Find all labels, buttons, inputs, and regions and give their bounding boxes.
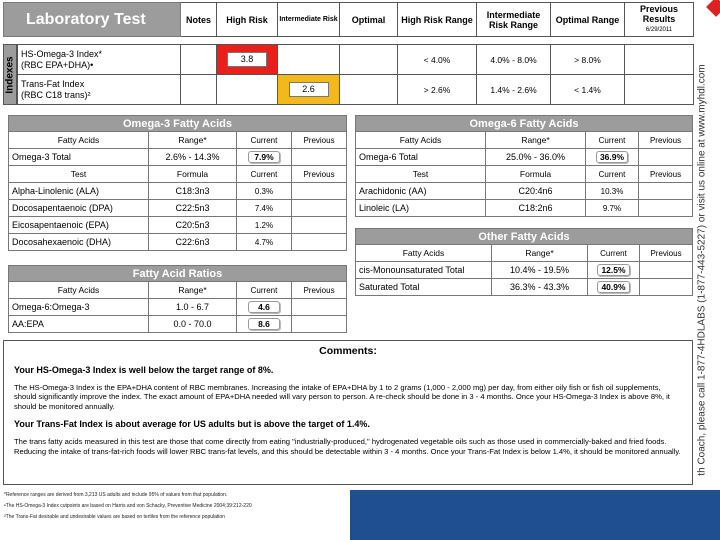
ratios-table [8, 265, 347, 333]
vertical-contact-text: th Coach, please call 1-877-4HDLABS (1-877-443-5227) or visit us online at www.myhdl.com [696, 64, 708, 476]
footnote-reference-ranges: *Reference ranges are derived from 3,213 US adults and include 95% of values from that population. [4, 492, 228, 498]
col-current: Current [237, 282, 292, 299]
col-current: Current [588, 245, 640, 262]
col-optimal-range: Optimal Range [551, 3, 625, 37]
omega3-total-current: 7.9% [248, 151, 280, 163]
col-current: Current [586, 132, 639, 149]
current-value: 40.9% [597, 281, 629, 293]
table-row [9, 299, 347, 316]
other-table [355, 228, 693, 296]
index-subname: (RBC EPA+DHA)• [21, 59, 94, 70]
omega6-table [355, 115, 693, 217]
table-row [356, 183, 693, 200]
current-value: 4.7% [237, 234, 292, 251]
index-name: Trans-Fat Index [21, 78, 85, 89]
previous-cell [639, 183, 693, 200]
col-fatty-acids: Fatty Acids [9, 282, 149, 299]
col-optimal: Optimal [340, 3, 398, 37]
index-name: HS-Omega-3 Index* [21, 48, 103, 59]
optimal-cell [340, 45, 398, 75]
col-previous: Previous [292, 282, 347, 299]
footer-blue-bar [350, 490, 720, 540]
previous-cell [292, 299, 347, 316]
omega3-total-range: 2.6% - 14.3% [149, 149, 237, 166]
table-row [9, 149, 347, 166]
notes-cell [181, 45, 217, 75]
table-row [9, 316, 347, 333]
col-previous: Previous [292, 132, 347, 149]
col-previous: Previous [640, 245, 693, 262]
col-fatty-acids: Fatty Acids [356, 245, 492, 262]
high-risk-cell [217, 45, 278, 75]
col-notes: Notes [181, 3, 217, 37]
page-title: Laboratory Test [4, 3, 181, 37]
col-test: Test [356, 166, 486, 183]
current-value: 8.6 [248, 318, 280, 330]
footnote-omega3-cutpoints: •The HS-Omega-3 Index cutpoints are based on Harris and von Schacky, Preventive Medicine 2004;39:212-220 [4, 503, 252, 509]
previous-cell [640, 279, 693, 296]
red-diamond-icon [706, 0, 720, 17]
ratio-name: AA:EPA [9, 316, 149, 333]
test-name: Arachidonic (AA) [356, 183, 486, 200]
omega6-title: Omega-6 Fatty Acids [356, 116, 693, 132]
col-range: Range* [486, 132, 586, 149]
table-row [9, 183, 347, 200]
ratios-title: Fatty Acid Ratios [9, 266, 347, 282]
intermediate-range: 4.0% - 8.0% [477, 45, 551, 75]
comment-text-omega3: The HS-Omega-3 Index is the EPA+DHA content of RBC membranes. Increasing the intake of EPA+DHA by 1 to 2 grams (1,000 - 2,000 mg) per day, from either oily fish or fish oil supplements, should significantly improve the index. The exact amount of EPA+DHA needed will vary person to person. A re-check should be done in 3 - 4 months. Once your HS-Omega-3 Index is above 8%, it should be monitored annually. [14, 383, 670, 411]
omega3-table [8, 115, 347, 251]
index-subname: (RBC C18 trans)² [21, 89, 91, 100]
notes-cell [181, 75, 217, 105]
optimal-range: > 8.0% [551, 45, 625, 75]
current-value: 7.4% [237, 200, 292, 217]
index-label [18, 75, 181, 105]
previous-cell [292, 149, 347, 166]
table-row [356, 262, 693, 279]
omega3-title: Omega-3 Fatty Acids [9, 116, 347, 132]
table-row [18, 75, 694, 105]
col-high-risk-range: High Risk Range [398, 3, 477, 37]
test-name: Linoleic (LA) [356, 200, 486, 217]
current-value: 1.2% [237, 217, 292, 234]
col-range: Range* [149, 282, 237, 299]
col-formula: Formula [486, 166, 586, 183]
previous-cell [640, 262, 693, 279]
index-label [18, 45, 181, 75]
high-risk-value: 3.8 [227, 52, 267, 67]
previous-results-date: 6/29/2011 [645, 27, 673, 33]
high-risk-range: < 4.0% [398, 45, 477, 75]
current-value: 9.7% [586, 200, 639, 217]
col-formula: Formula [149, 166, 237, 183]
fatty-acid-name: Saturated Total [356, 279, 492, 296]
range-value: 10.4% - 19.5% [492, 262, 588, 279]
footnotes [0, 488, 350, 540]
table-row [9, 217, 347, 234]
col-range: Range* [149, 132, 237, 149]
table-row [9, 200, 347, 217]
test-name: Docosahexaenoic (DHA) [9, 234, 149, 251]
range-value: 1.0 - 6.7 [149, 299, 237, 316]
high-risk-range: > 2.6% [398, 75, 477, 105]
intermediate-cell [278, 75, 340, 105]
intermediate-value: 2.6 [289, 82, 329, 97]
table-row [356, 149, 693, 166]
col-previous: Previous [639, 132, 693, 149]
header-table [3, 2, 694, 37]
comments-box [3, 340, 693, 485]
omega6-total-range: 25.0% - 36.0% [486, 149, 586, 166]
high-risk-cell [217, 75, 278, 105]
previous-cell [639, 200, 693, 217]
formula: C22:5n3 [149, 200, 237, 217]
col-current: Current [237, 132, 292, 149]
formula: C22:6n3 [149, 234, 237, 251]
comment-heading-omega3: Your HS-Omega-3 Index is well below the target range of 8%. [14, 365, 274, 375]
other-title: Other Fatty Acids [356, 229, 693, 245]
col-fatty-acids: Fatty Acids [356, 132, 486, 149]
test-name: Eicosapentaenoic (EPA) [9, 217, 149, 234]
indexes-side-text: Indexes [4, 55, 16, 94]
fatty-acid-name: cis-Monounsaturated Total [356, 262, 492, 279]
indexes-side-label [3, 44, 17, 105]
formula: C20:4n6 [486, 183, 586, 200]
omega3-total-label: Omega-3 Total [9, 149, 149, 166]
formula: C18:2n6 [486, 200, 586, 217]
comment-heading-transfat: Your Trans-Fat Index is about average for US adults but is above the target of 1.4%. [14, 419, 370, 430]
optimal-cell [340, 75, 398, 105]
col-range: Range* [492, 245, 588, 262]
col-current: Current [586, 166, 639, 183]
current-value: 0.3% [237, 183, 292, 200]
omega6-total-current: 36.9% [596, 151, 628, 163]
previous-cell [625, 45, 694, 75]
col-fatty-acids: Fatty Acids [9, 132, 149, 149]
col-intermediate-risk: Intermediate Risk [278, 3, 340, 37]
footnote-transfat-values: ²The Trans-Fat desirable and undesirable values are based on tertiles from the reference population [4, 514, 225, 520]
previous-results-label: Previous Results [639, 4, 679, 24]
col-intermediate-risk-range: Intermediate Risk Range [477, 3, 551, 37]
previous-cell [292, 316, 347, 333]
comment-text-transfat: The trans fatty acids measured in this test are those that come directly from eating "industrially-produced," hydrogenated vegetable oils such as those used in commercially-baked and fried foods. Reducing the intake of trans-fat-rich foods will lower RBC trans-fat levels, and this should be detectable within 3 - 4 months. Once your Trans-Fat Index is below 1.4%, it should be monitored annually. [14, 437, 681, 456]
previous-cell [292, 217, 347, 234]
formula: C20:5n3 [149, 217, 237, 234]
current-value: 12.5% [597, 264, 629, 276]
test-name: Alpha-Linolenic (ALA) [9, 183, 149, 200]
previous-cell [292, 234, 347, 251]
col-previous-results [625, 3, 694, 37]
previous-cell [292, 200, 347, 217]
omega6-total-label: Omega-6 Total [356, 149, 486, 166]
col-previous: Previous [292, 166, 347, 183]
col-test: Test [9, 166, 149, 183]
table-row [356, 279, 693, 296]
formula: C18:3n3 [149, 183, 237, 200]
previous-cell [625, 75, 694, 105]
table-row [18, 45, 694, 75]
range-value: 0.0 - 70.0 [149, 316, 237, 333]
table-row [356, 200, 693, 217]
previous-cell [292, 183, 347, 200]
current-value: 10.3% [586, 183, 639, 200]
range-value: 36.3% - 43.3% [492, 279, 588, 296]
test-name: Docosapentaenoic (DPA) [9, 200, 149, 217]
col-current: Current [237, 166, 292, 183]
optimal-range: < 1.4% [551, 75, 625, 105]
table-row [9, 234, 347, 251]
current-value: 4.6 [248, 301, 280, 313]
intermediate-range: 1.4% - 2.6% [477, 75, 551, 105]
ratio-name: Omega-6:Omega-3 [9, 299, 149, 316]
col-high-risk: High Risk [217, 3, 278, 37]
col-previous: Previous [639, 166, 693, 183]
previous-cell [639, 149, 693, 166]
comments-title: Comments: [319, 345, 377, 357]
intermediate-cell [278, 45, 340, 75]
indexes-table [17, 44, 694, 105]
